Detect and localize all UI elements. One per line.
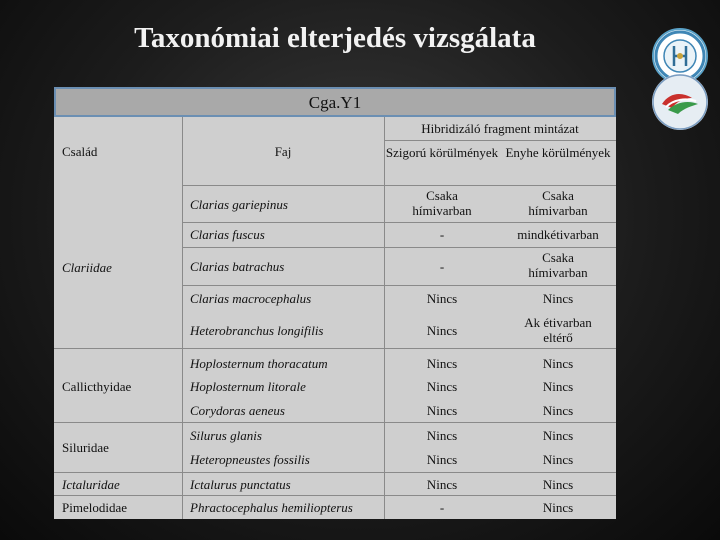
mild-cell: Nincs bbox=[542, 403, 574, 418]
institute-emblem-icon bbox=[652, 74, 708, 130]
strict-cell: Csaka hímivarban bbox=[412, 188, 472, 218]
mild-cell: Nincs bbox=[542, 428, 574, 443]
strict-cell: Nincs bbox=[426, 452, 458, 467]
mild-cell: Nincs bbox=[542, 379, 574, 394]
column-header-mild: Enyhe körülmények bbox=[505, 145, 611, 160]
mild-cell: Nincs bbox=[542, 356, 574, 371]
family-pimelodidae: Pimelodidae bbox=[62, 500, 127, 515]
grid-line bbox=[182, 117, 183, 519]
grid-line bbox=[182, 285, 616, 286]
grid-line bbox=[54, 348, 616, 349]
strict-cell: Nincs bbox=[426, 403, 458, 418]
species-cell: Silurus glanis bbox=[190, 428, 262, 443]
species-cell: Clarias fuscus bbox=[190, 227, 265, 242]
grid-line bbox=[182, 185, 616, 186]
strict-cell: Nincs bbox=[426, 291, 458, 306]
mild-cell: Nincs bbox=[542, 500, 574, 515]
column-header-species: Faj bbox=[274, 144, 292, 159]
strict-cell: Nincs bbox=[426, 323, 458, 338]
grid-line bbox=[54, 495, 616, 496]
family-callichthyidae: Callicthyidae bbox=[62, 379, 132, 394]
column-header-strict: Szigorú körülmények bbox=[385, 145, 499, 160]
group-header: Hibridizáló fragment mintázat bbox=[421, 121, 579, 136]
slide-title: Taxonómiai elterjedés vizsgálata bbox=[134, 22, 536, 54]
mild-cell: Nincs bbox=[542, 291, 574, 306]
family-ictaluridae: Ictaluridae bbox=[62, 477, 120, 492]
family-siluridae: Siluridae bbox=[62, 440, 109, 455]
species-cell: Clarias macrocephalus bbox=[190, 291, 312, 306]
species-cell: Hoplosternum litorale bbox=[190, 379, 306, 394]
grid-line bbox=[384, 140, 616, 141]
mild-cell: Nincs bbox=[542, 477, 574, 492]
strict-cell: Nincs bbox=[426, 379, 458, 394]
distribution-table bbox=[54, 87, 616, 519]
grid-line bbox=[54, 422, 616, 423]
species-cell: Clarias batrachus bbox=[190, 259, 285, 274]
species-cell: Hoplosternum thoracatum bbox=[190, 356, 328, 371]
column-header-family: Család bbox=[62, 144, 98, 159]
strict-cell: - bbox=[439, 259, 445, 274]
species-cell: Clarias gariepinus bbox=[190, 197, 288, 212]
species-cell: Heteropneustes fossilis bbox=[190, 452, 310, 467]
table-caption: Cga.Y1 bbox=[54, 87, 616, 117]
strict-cell: - bbox=[439, 227, 445, 242]
grid-line bbox=[54, 472, 616, 473]
strict-cell: Nincs bbox=[426, 477, 458, 492]
grid-line bbox=[182, 247, 616, 248]
strict-cell: Nincs bbox=[426, 428, 458, 443]
strict-cell: Nincs bbox=[426, 356, 458, 371]
species-cell: Phractocephalus hemiliopterus bbox=[190, 500, 353, 515]
species-cell: Corydoras aeneus bbox=[190, 403, 285, 418]
grid-line bbox=[182, 222, 616, 223]
mild-cell: Nincs bbox=[542, 452, 574, 467]
mild-cell: Csaka hímivarban bbox=[528, 188, 588, 218]
strict-cell: - bbox=[439, 500, 445, 515]
mild-cell: mindkétivarban bbox=[517, 227, 599, 242]
species-cell: Heterobranchus longifilis bbox=[190, 323, 324, 338]
family-clariidae: Clariidae bbox=[62, 260, 112, 275]
mild-cell: Csaka hímivarban bbox=[528, 250, 588, 280]
species-cell: Ictalurus punctatus bbox=[190, 477, 291, 492]
mild-cell: Ak étivarban eltérő bbox=[524, 315, 592, 345]
